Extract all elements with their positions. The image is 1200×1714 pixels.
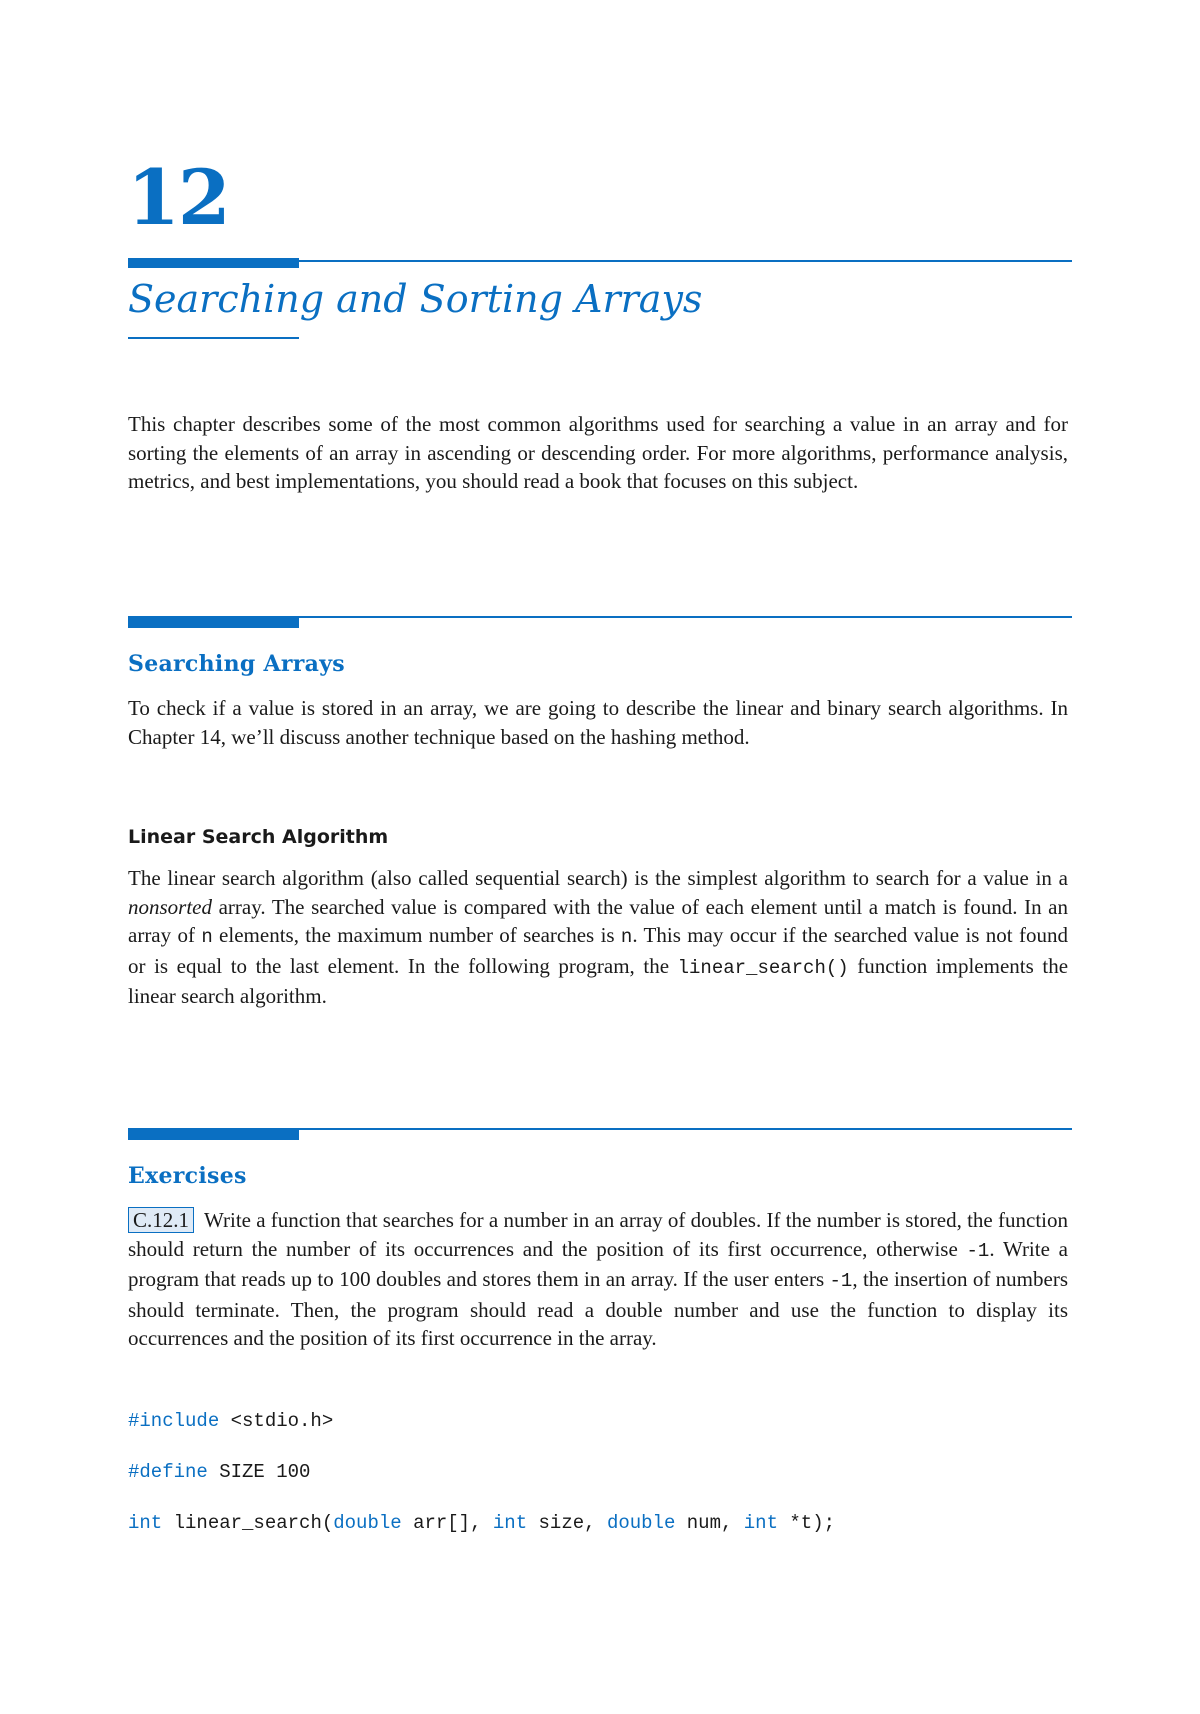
chapter-rule-thin <box>128 260 1072 262</box>
subheading-linear-search: Linear Search Algorithm <box>128 826 389 848</box>
section-rule-thin <box>128 616 1072 618</box>
searching-intro <box>128 694 1068 751</box>
code-line-prototype <box>128 1511 835 1535</box>
code-text: SIZE 100 <box>207 1461 311 1483</box>
section-heading-exercises: Exercises <box>128 1163 247 1189</box>
code-text: num, <box>675 1512 744 1534</box>
text-fragment: , the insertion of numbers should terminate. Then, the program should read a double number and use the function to display its occurrences and the position of its first occurrence in the array. <box>128 1267 1069 1350</box>
exercise-link[interactable]: C.12.1 <box>128 1207 194 1233</box>
chapter-title: Searching and Sorting Arrays <box>128 277 703 321</box>
code-text: size, <box>527 1512 607 1534</box>
chapter-number: 12 <box>127 153 229 242</box>
text-fragment: . This may occur if the searched value is not found or is equal to the last element. In the following program, the <box>128 923 1068 978</box>
linear-search-paragraph <box>128 864 1068 1011</box>
code-keyword: #include <box>128 1410 220 1432</box>
variable-n: n <box>201 926 213 948</box>
code-keyword: double <box>333 1512 402 1534</box>
code-keyword: int <box>743 1512 778 1534</box>
code-keyword: double <box>606 1512 676 1534</box>
code-text: <stdio.h> <box>219 1410 334 1432</box>
code-keyword: int <box>128 1512 163 1534</box>
text-fragment: array. The searched value is compared with the value of each element until a match is found. In an array of <box>128 894 1068 947</box>
code-keyword: int <box>492 1512 528 1534</box>
section-heading-searching: Searching Arrays <box>128 651 345 677</box>
linear-search-description <box>128 864 1068 1011</box>
text-fragment: . Write a program that reads up to 100 doubles and stores them in an array. If the user enters <box>128 1236 1068 1291</box>
code-text: linear_search( <box>162 1512 334 1534</box>
code-text: *t); <box>778 1512 836 1534</box>
variable-n: n <box>620 926 633 948</box>
text-fragment: Write a function that searches for a number in an array of doubles. If the number is stored, the function should return the number of its occurrences and the position of its first occurrence, otherwise <box>128 1208 1068 1261</box>
exercises-rule-thin <box>128 1128 1072 1130</box>
code-line-include <box>128 1409 333 1433</box>
code-line-define <box>128 1460 310 1484</box>
exercise-c12-1 <box>128 1206 1068 1353</box>
text-fragment: function implements the linear search algorithm. <box>128 953 1069 1008</box>
value-minus-one: -1 <box>829 1270 853 1292</box>
section-rule-thick <box>128 618 299 628</box>
intro-paragraph: This chapter describes some of the most common algorithms used for searching a value in an array and for sorting the elements of an array in ascending or descending order. For more algorithms, performance analysis, metrics, and best implementations, you should read a book that focuses on this subject. <box>128 412 1068 493</box>
text-fragment: The linear search algorithm (also called sequential search) is the simplest algorithm to search for a value in a <box>128 866 1068 890</box>
exercises-rule-thick <box>128 1130 299 1140</box>
text-fragment: elements, the maximum number of searches is <box>212 923 621 947</box>
chapter-intro <box>128 410 1068 496</box>
value-minus-one: -1 <box>966 1239 990 1262</box>
code-keyword: #define <box>128 1461 208 1483</box>
searching-paragraph: To check if a value is stored in an array, we are going to describe the linear and binary search algorithms. In Chapter 14, we’ll discuss another technique based on the hashing method. <box>128 696 1068 749</box>
function-name: linear_search() <box>677 956 849 979</box>
code-text: arr[], <box>401 1512 493 1534</box>
chapter-title-underline <box>128 337 299 339</box>
exercise-paragraph <box>128 1206 1068 1353</box>
emphasis-nonsorted: nonsorted <box>128 894 212 919</box>
